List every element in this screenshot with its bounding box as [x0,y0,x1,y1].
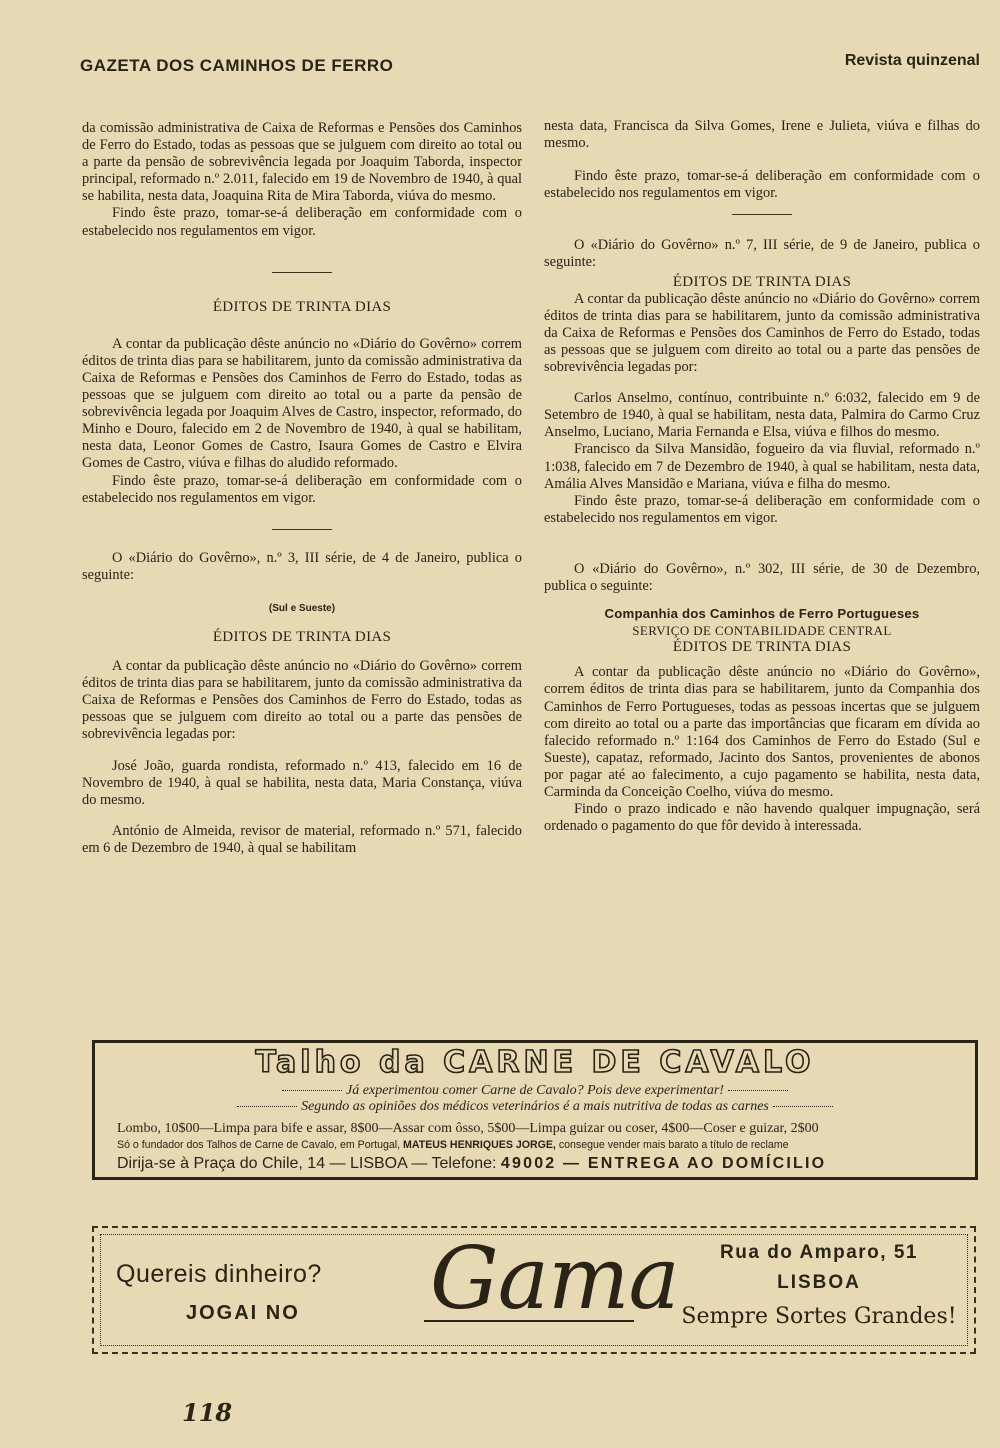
carne-de-cavalo-ad [92,1040,978,1180]
ad-prices: Lombo, 10$00—Limpa para bife e assar, 8$00—Assar com ôsso, 5$00—Limpa guizar ou coser, 4$00—Coser e guizar, 2$00 [117,1121,819,1136]
ad-slogan: Sempre Sortes Grandes! [681,1304,957,1329]
gama-logo: Gama [430,1229,679,1329]
section-title: ÉDITOS DE TRINTA DIAS [212,628,392,645]
ad-question: Quereis dinheiro? [116,1260,322,1288]
section-title: ÉDITOS DE TRINTA DIAS [672,639,852,656]
paragraph: Findo êste prazo, tomar-se-á deliberação em conformidade com o estabelecido nos regulamentos em vigor. [544,168,980,202]
paragraph: Findo êste prazo, tomar-se-á deliberação em conformidade com o estabelecido nos regulamentos em vigor. [544,492,980,526]
ad-city: LISBOA [777,1272,861,1293]
paragraph: Findo êste prazo, tomar-se-á deliberação em conformidade com o estabelecido nos regulamentos em vigor. [82,472,522,506]
ad-tagline: Segundo as opiniões dos médicos veterinários é a mais nutritiva de todas as carnes [95,1099,975,1115]
section-title: ÉDITOS DE TRINTA DIAS [212,298,392,315]
paragraph: da comissão administrativa de Caixa de Reformas e Pensões dos Caminhos de Ferro do Estado, todas as pessoas que se julguem com direito ao total ou a parte da pensão de sobrevivência legada por Joaquim Taborda, inspector principal, reformado n.º 2.011, falecido em 19 de Novembro de 1940, à qual se habilita, nesta data, Joaquina Rita de Mira Taborda, viúva do mesmo. [82,120,522,205]
paragraph: nesta data, Francisca da Silva Gomes, Irene e Julieta, viúva e filhas do mesmo. [544,118,980,152]
paragraph: O «Diário do Govêrno», n.º 3, III série, de 4 de Janeiro, publica o seguinte: [82,549,522,583]
service-name: SERVIÇO DE CONTABILIDADE CENTRAL [632,623,892,639]
paragraph: A contar da publicação dêste anúncio no «Diário do Govêrno», correm éditos de trinta dias para se habilitarem, junto da Companhia dos Caminhos de Ferro Portugueses, todas as pessoas incertas que se julguem com direito ao total ou a parte das importâncias que ficaram em dívida ao falecido reformado n.º 1:164 dos Caminhos de Ferro do Estado (Sul e Sueste), capataz, reformado, Jacinto dos Santos, provenientes de abonos por pagar até ao falecimento, a cujo pagamento se habilita, nesta data, Carminda da Conceição Coelho, viúva do mesmo. [544,664,980,800]
ad-founder-note: Só o fundador dos Talhos de Carne de Cavalo, em Portugal, MATEUS HENRIQUES JORGE, consegue vender mais barato a título de reclame [117,1139,789,1151]
ad-title: Talho da CARNE DE CAVALO [255,1045,815,1080]
ad-tagline: Já experimentou comer Carne de Cavalo? Pois deve experimentar! [95,1083,975,1099]
paragraph: O «Diário do Govêrno», n.º 302, III série, de 30 de Dezembro, publica o seguinte: [544,560,980,594]
paragraph: José João, guarda rondista, reformado n.º 413, falecido em 16 de Novembro de 1940, à qual se habilita, nesta data, Maria Constança, viúva do mesmo. [82,757,522,808]
right-column [544,118,980,835]
paragraph: A contar da publicação dêste anúncio no «Diário do Govêrno» correm éditos de trinta dias para se habilitarem, junto da comissão administrativa da Caixa de Reformas e Pensões dos Caminhos de Ferro do Estado, todas as pessoas que se julguem com direito ao total ou a parte das pensões de sobrevivência legadas por: [82,658,522,743]
paragraph: António de Almeida, revisor de material, reformado n.º 571, falecido em 6 de Dezembro de 1940, à qual se habilitam [82,822,522,856]
ad-jogai: JOGAI NO [186,1302,300,1324]
gama-ad [92,1226,976,1354]
company-name: Companhia dos Caminhos de Ferro Portugueses [604,606,920,622]
ad-address: Rua do Amparo, 51 [720,1242,918,1263]
journal-title: GAZETA DOS CAMINHOS DE FERRO [80,56,394,75]
paragraph: A contar da publicação dêste anúncio no «Diário do Govêrno» correm éditos de trinta dias para se habilitarem, junto da comissão administrativa da Caixa de Reformas e Pensões dos Caminhos de Ferro do Estado, todas as pessoas que se julguem com direito ao total ou a parte das pensões de sobrevivência legadas por: [544,290,980,376]
page-number: 118 [182,1398,233,1427]
paragraph: Findo êste prazo, tomar-se-á deliberação em conformidade com o estabelecido nos regulamentos em vigor. [82,205,522,239]
paragraph: Carlos Anselmo, contínuo, contribuinte n.º 6:032, falecido em 9 de Setembro de 1940, à qual se habilitam, nesta data, Palmira do Carmo Cruz Anselmo, Luciano, Maria Fernanda e Elsa, viúva e filhos do mesmo. [544,390,980,441]
logo-underline [424,1320,634,1322]
ad-address: Dirija-se à Praça do Chile, 14 — LISBOA — Telefone: 49002 — ENTREGA AO DOMÍCILIO [117,1155,827,1172]
paragraph: A contar da publicação dêste anúncio no «Diário do Govêrno» correm éditos de trinta dias para se habilitarem, junto da comissão administrativa da Caixa de Reformas e Pensões dos Caminhos de Ferro do Estado, todas as pessoas que se julguem com direito ao total ou a parte da pensão de sobrevivência legada por Joaquim Alves de Castro, inspector, reformado, do Minho e Douro, falecido em 2 de Novembro de 1940, à qual se habilitam, nesta data, Leonor Gomes de Castro, Isaura Gomes de Castro e Elvira Gomes de Castro, viúva e filhas do aludido reformado. [82,335,522,472]
paragraph: O «Diário do Govêrno» n.º 7, III série, de 9 de Janeiro, publica o seguinte: [544,237,980,271]
section-title: ÉDITOS DE TRINTA DIAS [672,273,852,290]
left-column [82,120,522,857]
paragraph: Findo o prazo indicado e não havendo qualquer impugnação, será ordenado o pagamento do que fôr devido à interessada. [544,801,980,835]
paragraph: Francisco da Silva Mansidão, fogueiro da via fluvial, reformado n.º 1:038, falecido em 7 de Dezembro de 1940, à qual se habilitam, nesta data, Amália Alves Mansidão e Mariana, viúva e filha do mesmo. [544,441,980,492]
section-subtitle: (Sul e Sueste) [268,602,336,614]
journal-subtitle: Revista quinzenal [844,52,980,69]
